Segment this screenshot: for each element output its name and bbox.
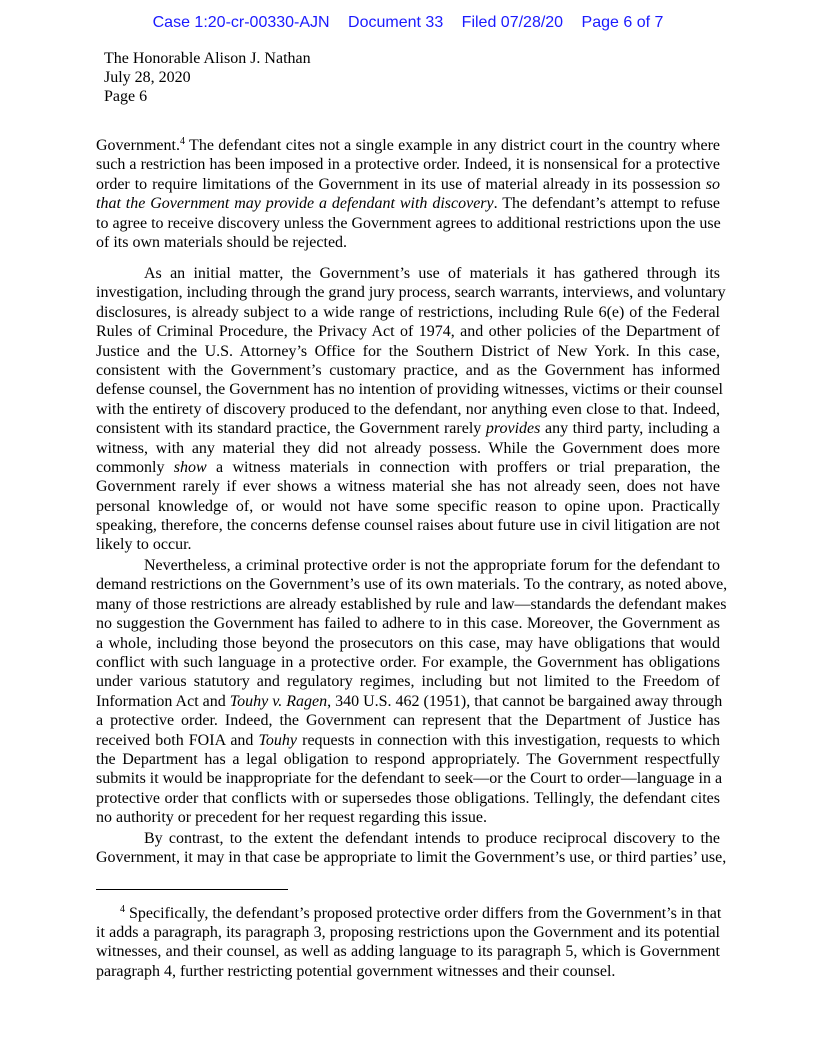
emphasis-text: Touhy: [258, 731, 298, 749]
paragraph-nevertheless: [96, 556, 728, 827]
text-line: [96, 672, 720, 691]
text-line: [96, 653, 720, 672]
text-line: [96, 322, 720, 341]
page-count: Page 6 of 7: [581, 14, 664, 31]
text-run: submits it would be inappropriate for the defendant to seek—or the Court to order—language in a: [96, 770, 723, 788]
letter-date: July 28, 2020: [104, 69, 191, 86]
text-run: with the entirety of discovery produced to the defendant, nor anything even close to that. Indeed,: [96, 400, 720, 418]
text-run: By contrast, to the extent the defendant intends to produce reciprocal discovery to the: [144, 830, 720, 847]
document-number: Document 33: [348, 14, 444, 31]
text-line: [96, 439, 720, 458]
text-line: [96, 194, 720, 213]
addressee: The Honorable Alison J. Nathan: [104, 50, 311, 67]
text-run: . The defendant’s attempt to refuse: [493, 195, 720, 213]
text-line: [96, 769, 723, 788]
text-run: likely to occur.: [96, 536, 192, 554]
text-line: [96, 419, 720, 438]
text-run: any third party, including a: [540, 420, 720, 438]
footnote-separator: [96, 889, 288, 890]
text-run: order to require limitations of the Government in its use of material already in its possession: [96, 175, 706, 193]
footnote-marker: 4: [179, 136, 185, 147]
text-line: [96, 283, 726, 302]
text-line: [96, 731, 720, 750]
text-line: [96, 400, 720, 419]
text-line: [96, 535, 720, 554]
text-line: [96, 750, 720, 769]
text-line: [96, 789, 720, 808]
text-run: As an initial matter, the Government’s use of materials it has gathered through its: [144, 265, 720, 282]
text-line: [96, 233, 720, 252]
text-line: [96, 923, 720, 942]
text-line: [96, 380, 723, 399]
text-line: [96, 497, 720, 516]
text-line: [96, 829, 720, 848]
text-line: [96, 595, 727, 614]
text-line: [96, 175, 720, 194]
text-line: [96, 962, 720, 981]
text-run: disclosures, is already subject to a wide range of restrictions, including Rule 6(e) of the Federal: [96, 303, 720, 321]
text-line: [96, 214, 720, 233]
text-run: no suggestion the Government has failed to adhere to in this case. Moreover, the Government as: [96, 615, 720, 633]
text-line: [96, 942, 720, 961]
text-line: [96, 136, 720, 155]
case-number: Case 1:20-cr-00330-AJN: [152, 14, 330, 31]
text-run: to agree to receive discovery unless the Government agrees to additional restrictions upon the use: [96, 214, 721, 232]
emphasis-text: show: [173, 458, 207, 476]
text-run: Government, it may in that case be appropriate to limit the Government’s use, or third parties’ use,: [96, 849, 727, 867]
text-run: Justice and the U.S. Attorney’s Office for the Southern District of New York. In this case,: [96, 342, 720, 360]
text-run: requests in connection with this investigation, requests to which: [297, 731, 720, 749]
text-run: no authority or precedent for her request regarding this issue.: [96, 809, 487, 827]
text-line: [96, 692, 723, 711]
text-run: it adds a paragraph, its paragraph 3, proposing restrictions upon the Government and its potential: [96, 924, 720, 942]
text-run: such a restriction has been imposed in a protective order. Indeed, it is nonsensical for a protective: [96, 156, 720, 174]
filed-date: Filed 07/28/20: [461, 14, 564, 31]
text-line: [96, 264, 720, 283]
text-run: Information Act and: [96, 692, 230, 710]
text-line: [96, 808, 720, 827]
emphasis-text: so: [705, 175, 720, 193]
text-line: [96, 575, 728, 594]
ecf-header-stamp: [0, 14, 816, 32]
paragraph-by-contrast: [96, 829, 727, 868]
text-run: a protective order. Indeed, the Government can represent that the Department of Justice has: [96, 712, 720, 730]
text-line: [96, 614, 720, 633]
text-line: [96, 155, 720, 174]
text-run: protective order that conflicts with or supersedes those obligations. Tellingly, the defendant cites: [96, 789, 720, 807]
text-run: Government.: [96, 137, 180, 154]
footnote-4: [96, 904, 720, 981]
text-line: [96, 303, 720, 322]
text-run: witnesses, and their counsel, as well as adding language to its paragraph 5, which is Government: [96, 943, 720, 961]
page-label: Page 6: [104, 88, 148, 105]
text-run: speaking, therefore, the concerns defense counsel raises about future use in civil litigation are not: [96, 517, 720, 535]
text-run: The defendant cites not a single example in any district court in the country where: [184, 137, 720, 154]
text-run: Rules of Criminal Procedure, the Privacy Act of 1974, and other policies of the Department of: [96, 323, 720, 341]
text-line: [96, 904, 720, 923]
text-line: [96, 516, 720, 535]
text-run: Nevertheless, a criminal protective order is not the appropriate forum for the defendant to: [144, 557, 720, 574]
text-line: [96, 634, 720, 653]
text-line: [96, 361, 720, 380]
text-run: , 340 U.S. 462 (1951), that cannot be bargained away through: [327, 692, 723, 710]
text-run: consistent with the Government’s customary practice, and as the Government has informed: [96, 361, 720, 379]
text-run: paragraph 4, further restricting potential government witnesses and their counsel.: [96, 962, 616, 980]
text-line: [96, 458, 720, 477]
text-run: defense counsel, the Government has no intention of providing witnesses, victims or their counsel: [96, 381, 723, 399]
paragraph-initial-matter: [96, 264, 726, 555]
text-line: [96, 477, 720, 496]
paragraph-footnote-reference: [96, 136, 720, 252]
text-line: [96, 848, 727, 867]
emphasis-text: Touhy v. Ragen: [229, 692, 328, 710]
text-run: the Department has a legal obligation to respond appropriately. The Government respectfully: [96, 750, 720, 768]
text-run: witness, with any material they did not already possess. While the Government does more: [96, 439, 720, 457]
text-run: a witness materials in connection with proffers or trial preparation, the: [206, 458, 721, 476]
emphasis-text: that the Government may provide a defendant with discovery: [96, 195, 494, 213]
text-run: of its own materials should be rejected.: [96, 233, 348, 251]
text-run: Government rarely if ever shows a witness material she has not already seen, does not have: [96, 478, 720, 496]
text-run: demand restrictions on the Government’s use of its own materials. To the contrary, as noted above,: [96, 576, 728, 594]
text-line: [96, 556, 720, 575]
emphasis-text: provides: [485, 420, 541, 438]
letterhead: [104, 49, 311, 106]
text-run: received both FOIA and: [96, 731, 259, 749]
text-line: [96, 342, 720, 361]
text-run: personal knowledge of, or would not have some specific reason to opine upon. Practically: [96, 497, 720, 515]
text-run: consistent with its standard practice, the Government rarely: [96, 420, 486, 438]
text-run: conflict with such language in a protective order. For example, the Government has obligations: [96, 653, 720, 671]
text-run: investigation, including through the grand jury process, search warrants, interviews, and voluntary: [96, 284, 726, 302]
text-run: commonly: [96, 458, 174, 476]
text-run: under various statutory and regulatory regimes, including but not limited to the Freedom of: [96, 673, 720, 691]
footnote-marker: 4: [120, 904, 125, 915]
text-line: [96, 711, 720, 730]
text-run: many of those restrictions are already established by rule and law—standards the defendant makes: [96, 595, 727, 613]
text-run: a whole, including those beyond the prosecutors on this case, may have obligations that would: [96, 634, 720, 652]
text-run: Specifically, the defendant’s proposed protective order differs from the Government’s in that: [125, 905, 722, 922]
